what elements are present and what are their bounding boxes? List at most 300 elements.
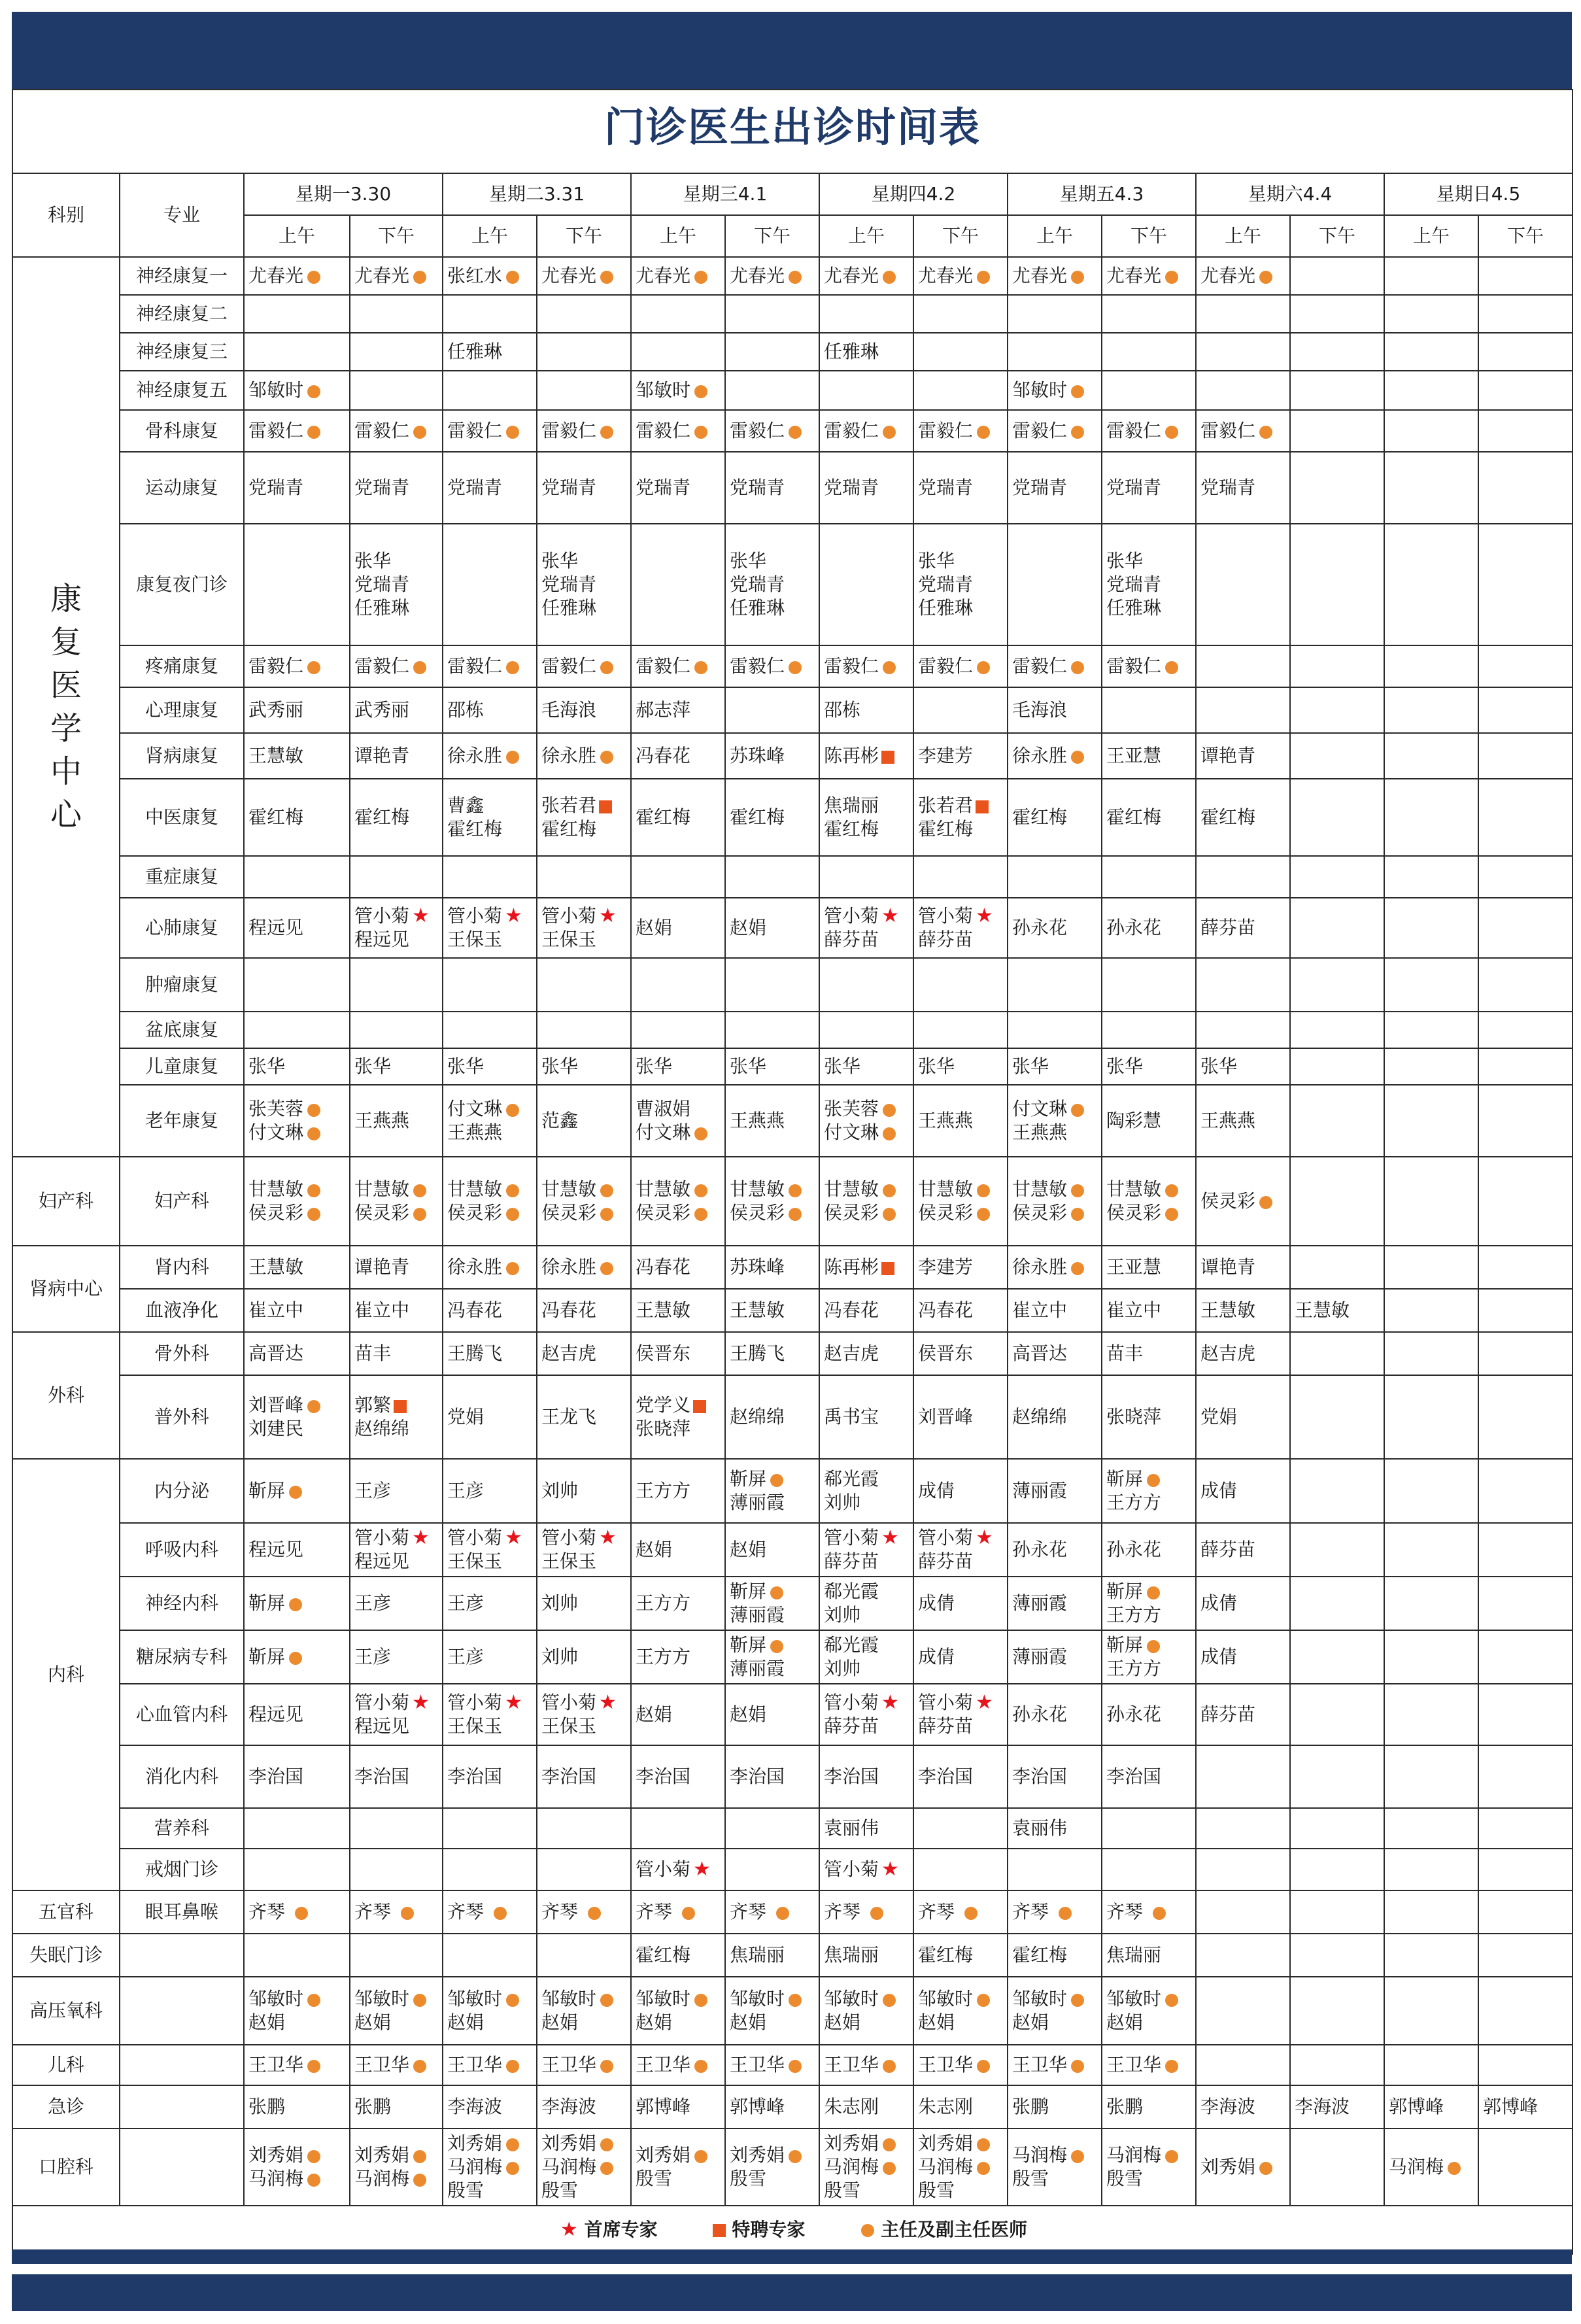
- slot-cell: [443, 1808, 537, 1849]
- slot-cell: [537, 1375, 631, 1459]
- doctor-name: 甘慧敏: [1012, 1178, 1097, 1201]
- slot-cell: [1290, 1684, 1384, 1745]
- slot-cell: [1196, 779, 1290, 856]
- slot-cell: [819, 1157, 913, 1246]
- doctor-name: 张鹏: [1012, 2096, 1049, 2117]
- table-row: [12, 1375, 1572, 1459]
- doctor-name: 任雅琳: [730, 597, 785, 619]
- slot-cell: [537, 1890, 631, 1934]
- slot-cell: [350, 1157, 443, 1246]
- slot-cell: [1008, 687, 1102, 733]
- slot-cell: [1008, 452, 1102, 524]
- doctor-name: 邹敏时: [447, 1987, 532, 2011]
- star-icon: ★: [881, 904, 899, 927]
- slot-cell: [1008, 1934, 1102, 1977]
- doctor-name: 王燕燕: [354, 1110, 410, 1131]
- slot-cell: [244, 295, 350, 333]
- doctor-name: 甘慧敏: [636, 1178, 721, 1201]
- doctor-name: 党瑞青: [354, 477, 410, 498]
- table-row: [12, 1085, 1572, 1157]
- slot-cell: [1478, 1745, 1572, 1808]
- slot-cell: [1102, 1375, 1196, 1459]
- slot-cell: [631, 733, 725, 779]
- slot-cell: [1290, 1808, 1384, 1849]
- slot-cell: [350, 779, 443, 856]
- doctor-name: 齐琴: [541, 1900, 626, 1924]
- table-row: [12, 1934, 1572, 1977]
- dot-icon: [307, 1400, 320, 1413]
- slot-cell: [819, 2128, 913, 2206]
- doctor-name: 王方方: [636, 1646, 691, 1667]
- doctor-name: 高晋达: [1012, 1342, 1068, 1364]
- slot-cell: [443, 371, 537, 410]
- doctor-name: 王彦: [354, 1480, 392, 1501]
- spec-cell: 老年康复: [120, 1085, 244, 1157]
- doctor-name: 靳屏: [1106, 1580, 1191, 1603]
- doctor-name: 张红水: [447, 264, 532, 288]
- square-icon: [713, 2224, 726, 2237]
- slot-cell: [537, 1849, 631, 1890]
- doctor-name: 陈再彬: [824, 1256, 909, 1279]
- dot-icon: [289, 1486, 302, 1499]
- slot-cell: [913, 1977, 1008, 2045]
- doctor-name: 雷毅仁: [248, 655, 345, 678]
- slot-cell: [819, 1934, 913, 1977]
- slot-cell: [244, 333, 350, 371]
- slot-cell: [1478, 1808, 1572, 1849]
- spec-cell: 骨科康复: [120, 410, 244, 452]
- slot-cell: [1102, 2085, 1196, 2128]
- doctor-name: 程远见: [248, 1539, 304, 1560]
- doctor-name: 党瑞青: [1200, 477, 1256, 498]
- doctor-name: 赵娟: [541, 2011, 579, 2033]
- slot-cell: [819, 779, 913, 856]
- dot-icon: [1071, 1262, 1084, 1275]
- slot-cell: [1384, 452, 1478, 524]
- slot-cell: [244, 1684, 350, 1745]
- slot-cell: [1196, 2085, 1290, 2128]
- doctor-name: 李治国: [1106, 1766, 1162, 1787]
- dot-icon: [977, 2162, 990, 2175]
- slot-cell: [819, 733, 913, 779]
- slot-cell: [1384, 410, 1478, 452]
- slot-cell: [725, 898, 819, 958]
- slot-cell: [1290, 257, 1384, 295]
- dept-cell: 妇产科: [12, 1157, 120, 1246]
- slot-cell: [913, 1157, 1008, 1246]
- slot-cell: [913, 1289, 1008, 1332]
- slot-cell: [443, 898, 537, 958]
- slot-cell: [913, 898, 1008, 958]
- slot-cell: [443, 1048, 537, 1085]
- doctor-name: 侯灵彩: [1012, 1201, 1097, 1225]
- slot-cell: [725, 1890, 819, 1934]
- doctor-name: 雷毅仁: [354, 655, 438, 678]
- slot-cell: [1102, 1012, 1196, 1048]
- slot-cell: [725, 2045, 819, 2085]
- slot-cell: [244, 1808, 350, 1849]
- doctor-name: 雷毅仁: [354, 419, 438, 443]
- dot-icon: [289, 1598, 302, 1611]
- slot-cell: [1384, 645, 1478, 687]
- doctor-name: 齐琴: [447, 1900, 532, 1924]
- slot-cell: [1384, 1157, 1478, 1246]
- doctor-name: 靳屏: [730, 1580, 815, 1603]
- doctor-name: 马润梅: [1389, 2155, 1474, 2179]
- slot-cell: [350, 1808, 443, 1849]
- slot-cell: [443, 333, 537, 371]
- doctor-name: 张华: [1106, 550, 1144, 572]
- slot-cell: [1290, 779, 1384, 856]
- star-icon: ★: [505, 1526, 522, 1549]
- slot-cell: [819, 1684, 913, 1745]
- table-row: [12, 1977, 1572, 2045]
- doctor-name: 王卫华: [918, 2053, 1003, 2077]
- slot-cell: [1384, 1085, 1478, 1157]
- slot-cell: [819, 257, 913, 295]
- doctor-name: 郭博峰: [1483, 2096, 1538, 2117]
- dot-icon: [883, 2060, 896, 2073]
- doctor-name: 霍红梅: [248, 806, 304, 828]
- slot-cell: [819, 1523, 913, 1577]
- slot-cell: [537, 687, 631, 733]
- slot-cell: [537, 2128, 631, 2206]
- slot-cell: [1384, 1246, 1478, 1289]
- slot-cell: [1196, 1577, 1290, 1630]
- table-row: [12, 1332, 1572, 1375]
- slot-cell: [1290, 958, 1384, 1012]
- slot-cell: [537, 1459, 631, 1523]
- dot-icon: [789, 1208, 802, 1221]
- spec-cell: 肿瘤康复: [120, 958, 244, 1012]
- slot-cell: [1196, 333, 1290, 371]
- star-icon: ★: [505, 1691, 522, 1714]
- doctor-name: 马润梅: [248, 2167, 345, 2191]
- dot-icon: [977, 426, 990, 439]
- dot-icon: [789, 426, 802, 439]
- table-row: [12, 1808, 1572, 1849]
- dot-icon: [694, 385, 707, 398]
- dot-icon: [506, 2138, 519, 2151]
- dot-icon: [1071, 1208, 1084, 1221]
- doctor-name: 王方方: [1106, 1658, 1162, 1679]
- doctor-name: 薄丽霞: [1012, 1480, 1068, 1501]
- slot-cell: [350, 2045, 443, 2085]
- slot-cell: [819, 958, 913, 1012]
- doctor-name: 侯晋东: [918, 1342, 974, 1364]
- table-row: [12, 1012, 1572, 1048]
- slot-cell: [350, 1289, 443, 1332]
- doctor-name: 王慧敏: [1295, 1299, 1350, 1321]
- doctor-name: 王卫华: [447, 2053, 532, 2077]
- slot-cell: [1384, 1977, 1478, 2045]
- slot-cell: [1290, 1577, 1384, 1630]
- doctor-name: 孙永花: [1106, 1539, 1162, 1560]
- slot-cell: [725, 1745, 819, 1808]
- slot-cell: [537, 452, 631, 524]
- spec-cell: 心理康复: [120, 687, 244, 733]
- dot-icon: [789, 271, 802, 284]
- doctor-name: 李治国: [447, 1766, 503, 1787]
- slot-cell: [1008, 1577, 1102, 1630]
- slot-cell: [1008, 779, 1102, 856]
- doctor-name: 王龙飞: [541, 1406, 597, 1427]
- slot-cell: [1478, 1375, 1572, 1459]
- slot-cell: [443, 1849, 537, 1890]
- slot-cell: [1478, 1085, 1572, 1157]
- doctor-name: 尤春光: [1200, 264, 1285, 288]
- doctor-name: 赵吉虎: [541, 1342, 597, 1364]
- doctor-name: 邵栋: [824, 699, 861, 721]
- slot-cell: [1102, 1890, 1196, 1934]
- slot-cell: [1102, 1289, 1196, 1332]
- slot-cell: [725, 1934, 819, 1977]
- doctor-name: 张华: [541, 550, 579, 572]
- doctor-name: 王卫华: [1106, 2053, 1191, 2077]
- slot-cell: [1478, 1523, 1572, 1577]
- doctor-name: 党学义: [636, 1393, 721, 1417]
- spec-cell: 肾病康复: [120, 733, 244, 779]
- slot-cell: [443, 958, 537, 1012]
- doctor-name: 赵绵绵: [354, 1418, 410, 1439]
- day-header: 星期六4.4: [1196, 173, 1384, 215]
- doctor-name: 霍红梅: [730, 806, 785, 828]
- slot-cell: [631, 1332, 725, 1375]
- dot-icon: [307, 1208, 320, 1221]
- doctor-name: 程远见: [354, 929, 410, 950]
- slot-cell: [631, 295, 725, 333]
- slot-cell: [1384, 1289, 1478, 1332]
- slot-cell: [1290, 1157, 1384, 1246]
- doctor-name: 曹淑娟: [636, 1098, 691, 1119]
- slot-cell: [1290, 1012, 1384, 1048]
- slot-cell: [1384, 779, 1478, 856]
- slot-cell: [1290, 2045, 1384, 2085]
- slot-cell: [443, 1684, 537, 1745]
- doctor-name: 李海波: [1295, 2096, 1350, 2117]
- pm-header: 下午: [537, 215, 631, 257]
- star-icon: ★: [412, 904, 430, 927]
- doctor-name: 刘秀娟: [541, 2132, 626, 2155]
- slot-cell: [443, 1246, 537, 1289]
- slot-cell: [913, 856, 1008, 898]
- slot-cell: [1290, 1745, 1384, 1808]
- slot-cell: [1196, 2128, 1290, 2206]
- slot-cell: [725, 645, 819, 687]
- slot-cell: [819, 1577, 913, 1630]
- doctor-name: 管小菊 ★: [918, 904, 993, 927]
- spec-cell: 眼耳鼻喉: [120, 1890, 244, 1934]
- slot-cell: [1008, 371, 1102, 410]
- slot-cell: [725, 1849, 819, 1890]
- dot-icon: [307, 426, 320, 439]
- slot-cell: [1102, 410, 1196, 452]
- doctor-name: 孙永花: [1106, 917, 1162, 938]
- spec-cell: 心血管内科: [120, 1684, 244, 1745]
- day-header: 星期日4.5: [1384, 173, 1572, 215]
- doctor-name: 冯春花: [636, 745, 691, 766]
- doctor-name: 崔立中: [1106, 1299, 1162, 1321]
- doctor-name: 张若君: [918, 794, 1003, 817]
- doctor-name: 徐永胜: [1012, 1256, 1097, 1279]
- slot-cell: [631, 958, 725, 1012]
- dot-icon: [682, 1907, 695, 1920]
- slot-cell: [819, 333, 913, 371]
- doctor-name: 王慧敏: [636, 1299, 691, 1321]
- slot-cell: [1384, 524, 1478, 645]
- dot-icon: [1071, 2150, 1084, 2163]
- slot-cell: [443, 1375, 537, 1459]
- doctor-name: 谭艳青: [1200, 1256, 1256, 1278]
- doctor-name: 靳屏: [1106, 1467, 1191, 1491]
- doctor-name: 雷毅仁: [824, 655, 909, 678]
- slot-cell: [244, 958, 350, 1012]
- dot-icon: [506, 661, 519, 674]
- slot-cell: [350, 1012, 443, 1048]
- slot-cell: [1478, 1977, 1572, 2045]
- slot-cell: [819, 1048, 913, 1085]
- slot-cell: [725, 1375, 819, 1459]
- slot-cell: [725, 295, 819, 333]
- doctor-name: 邹敏时: [248, 1987, 345, 2011]
- slot-cell: [913, 958, 1008, 1012]
- slot-cell: [244, 2128, 350, 2206]
- doctor-name: 焦瑞丽: [824, 795, 879, 816]
- doctor-name: 付文琳: [447, 1097, 532, 1121]
- dot-icon: [1147, 1474, 1160, 1487]
- slot-cell: [819, 1246, 913, 1289]
- slot-cell: [1196, 958, 1290, 1012]
- slot-cell: [631, 1934, 725, 1977]
- doctor-name: 马润梅: [541, 2155, 626, 2179]
- slot-cell: [631, 1684, 725, 1745]
- slot-cell: [913, 1332, 1008, 1375]
- slot-cell: [350, 371, 443, 410]
- slot-cell: [1008, 1289, 1102, 1332]
- spec-cell: 神经内科: [120, 1577, 244, 1630]
- doctor-name: 马润梅: [918, 2155, 1003, 2179]
- slot-cell: [244, 1523, 350, 1577]
- doctor-name: 王慧敏: [1200, 1299, 1256, 1321]
- doctor-name: 刘建民: [248, 1418, 304, 1439]
- slot-cell: [913, 779, 1008, 856]
- doctor-name: 党瑞青: [1106, 477, 1162, 498]
- doctor-name: 雷毅仁: [1200, 419, 1285, 443]
- doctor-name: 冯春花: [918, 1299, 974, 1321]
- table-row: [12, 1684, 1572, 1745]
- doctor-name: 谭艳青: [354, 745, 410, 766]
- dot-icon: [1071, 661, 1084, 674]
- doctor-name: 殷雪: [636, 2168, 673, 2189]
- doctor-name: 甘慧敏: [730, 1178, 815, 1201]
- doctor-name: 尤春光: [824, 264, 909, 288]
- slot-cell: [244, 1890, 350, 1934]
- slot-cell: [1290, 645, 1384, 687]
- doctor-name: 郭博峰: [730, 2096, 785, 2117]
- doctor-name: 薛芬苗: [918, 929, 974, 950]
- star-icon: ★: [505, 904, 522, 927]
- slot-cell: [537, 1246, 631, 1289]
- doctor-name: 李治国: [248, 1766, 304, 1787]
- doctor-name: 孙永花: [1012, 1703, 1068, 1725]
- dot-icon: [307, 271, 320, 284]
- spec-cell: 营养科: [120, 1808, 244, 1849]
- doctor-name: 薛芬苗: [1200, 1703, 1256, 1725]
- doctor-name: 冯春花: [447, 1299, 503, 1321]
- spec-cell: 呼吸内科: [120, 1523, 244, 1577]
- dot-icon: [883, 1208, 896, 1221]
- doctor-name: 程远见: [248, 917, 304, 938]
- slot-cell: [244, 1977, 350, 2045]
- spec-cell: 神经康复二: [120, 295, 244, 333]
- table-row: [12, 1890, 1572, 1934]
- slot-cell: [1290, 1523, 1384, 1577]
- slot-cell: [350, 1684, 443, 1745]
- doctor-name: 李海波: [1200, 2096, 1256, 2117]
- slot-cell: [1478, 958, 1572, 1012]
- slot-cell: [1290, 524, 1384, 645]
- slot-cell: [913, 645, 1008, 687]
- slot-cell: [1102, 856, 1196, 898]
- slot-cell: [819, 2045, 913, 2085]
- doctor-name: 王彦: [447, 1480, 484, 1501]
- slot-cell: [350, 295, 443, 333]
- slot-cell: [1478, 1577, 1572, 1630]
- slot-cell: [244, 1157, 350, 1246]
- doctor-name: 管小菊 ★: [824, 1691, 899, 1714]
- slot-cell: [1102, 333, 1196, 371]
- slot-cell: [1384, 1684, 1478, 1745]
- am-header: 上午: [1196, 215, 1290, 257]
- dot-icon: [494, 1907, 507, 1920]
- doctor-name: 张华: [824, 1055, 861, 1077]
- slot-cell: [443, 1630, 537, 1684]
- spec-cell: 妇产科: [120, 1157, 244, 1246]
- spec-cell: 心肺康复: [120, 898, 244, 958]
- star-icon: ★: [976, 904, 993, 927]
- doctor-name: 管小菊 ★: [918, 1691, 993, 1714]
- square-icon: [394, 1400, 407, 1413]
- slot-cell: [631, 1808, 725, 1849]
- slot-cell: [819, 1630, 913, 1684]
- slot-cell: [537, 856, 631, 898]
- doctor-name: 尤春光: [918, 264, 1003, 288]
- slot-cell: [443, 1890, 537, 1934]
- doctor-name: 冯春花: [824, 1299, 879, 1321]
- doctor-name: 邹敏时: [541, 1987, 626, 2011]
- slot-cell: [725, 371, 819, 410]
- doctor-name: 邹敏时: [1012, 1987, 1097, 2011]
- slot-cell: [913, 2045, 1008, 2085]
- slot-cell: [819, 1977, 913, 2045]
- slot-cell: [725, 1246, 819, 1289]
- slot-cell: [1478, 1012, 1572, 1048]
- star-icon: ★: [560, 2218, 578, 2241]
- table-row: [12, 779, 1572, 856]
- doctor-name: 袁丽伟: [824, 1817, 879, 1839]
- doctor-name: 党瑞青: [730, 477, 785, 498]
- table-row: [12, 2128, 1572, 2206]
- square-icon: [693, 1400, 706, 1413]
- doctor-name: 张华: [636, 1055, 673, 1077]
- slot-cell: [819, 1849, 913, 1890]
- doctor-name: 管小菊 ★: [636, 1858, 711, 1881]
- dot-icon: [977, 2060, 990, 2073]
- slot-cell: [1478, 1157, 1572, 1246]
- doctor-name: 邹敏时: [1106, 1987, 1191, 2011]
- spec-cell: 内分泌: [120, 1459, 244, 1523]
- slot-cell: [1008, 1808, 1102, 1849]
